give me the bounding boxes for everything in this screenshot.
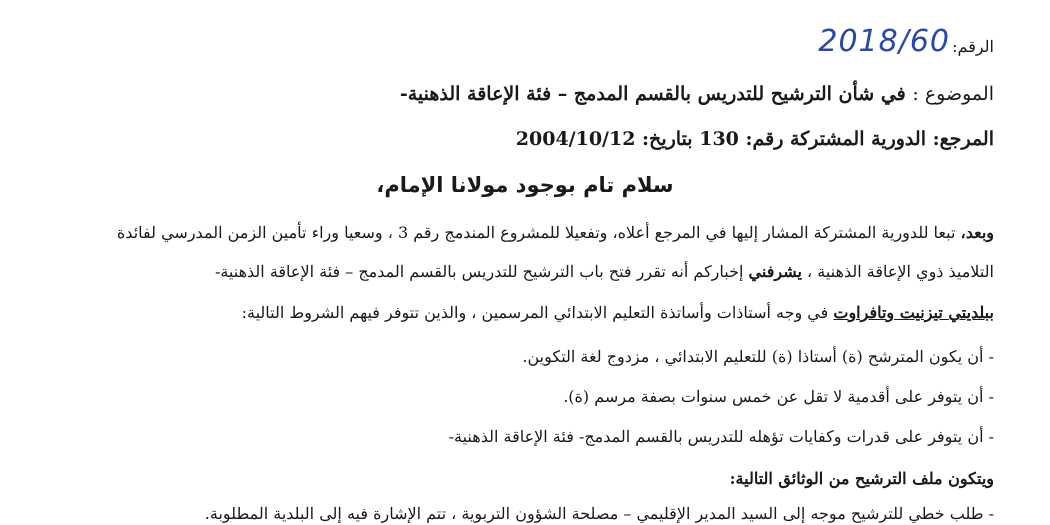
condition-bullet-3: - أن يتوفر على قدرات وكفايات تؤهله للتدريس بالقسم المدمج- فئة الإعاقة الذهنية- xyxy=(448,427,994,446)
paragraph-lead: وبعد، xyxy=(960,223,994,242)
reference-line: المرجع: الدورية المشتركة رقم: 130 بتاريخ: 2004/10/12 xyxy=(515,128,994,150)
paragraph-3-text: في وجه أستاذات وأساتذة التعليم الابتدائي المرسمين ، والذين تتوفر فيهم الشروط التالية: xyxy=(241,303,829,322)
documents-intro: ويتكون ملف الترشيح من الوثائق التالية: xyxy=(729,469,994,488)
reference-number-handwritten: 2018/60 xyxy=(818,24,950,59)
paragraph-2-emphasis: يشرفني xyxy=(748,262,802,281)
condition-bullet-2: - أن يتوفر على أقدمية لا تقل عن خمس سنوات بصفة مرسم (ة). xyxy=(563,387,994,406)
subject-label: الموضوع : xyxy=(912,83,994,105)
subject-line xyxy=(400,83,994,105)
paragraph-2-text-b: إخباركم أنه تقرر فتح باب الترشيح للتدريس بالقسم المدمج – فئة الإعاقة الذهنية- xyxy=(214,262,744,281)
condition-bullet-1: - أن يكون المترشح (ة) أستاذا (ة) للتعليم الابتدائي ، مزدوج لغة التكوين. xyxy=(522,347,994,366)
document-bullet-1: - طلب خطي للترشيح موجه إلى السيد المدير الإقليمي – مصلحة الشؤون التربوية ، تتم الإشارة فيه إلى البلدية المطلوبة. xyxy=(204,504,994,523)
paragraph-2 xyxy=(56,261,994,283)
paragraph-1-text: تبعا للدورية المشتركة المشار إليها في المرجع أعلاه، وتفعيلا للمشروع المندمج رقم 3 ، وسعيا وراء تأمين الزمن المدرسي لفائدة xyxy=(116,223,956,242)
paragraph-3 xyxy=(56,302,994,324)
municipalities-underlined: ببلديتي تيزنيت وتافراوت xyxy=(833,303,994,322)
paragraph-1 xyxy=(56,222,994,244)
salutation: سلام تام بوجود مولانا الإمام، xyxy=(376,173,674,197)
subject-text: في شأن الترشيح للتدريس بالقسم المدمج – فئة الإعاقة الذهنية- xyxy=(399,83,906,105)
reference-number-label: الرقم: xyxy=(952,37,994,56)
paragraph-2-text-a: التلاميذ ذوي الإعاقة الذهنية ، xyxy=(807,262,994,281)
